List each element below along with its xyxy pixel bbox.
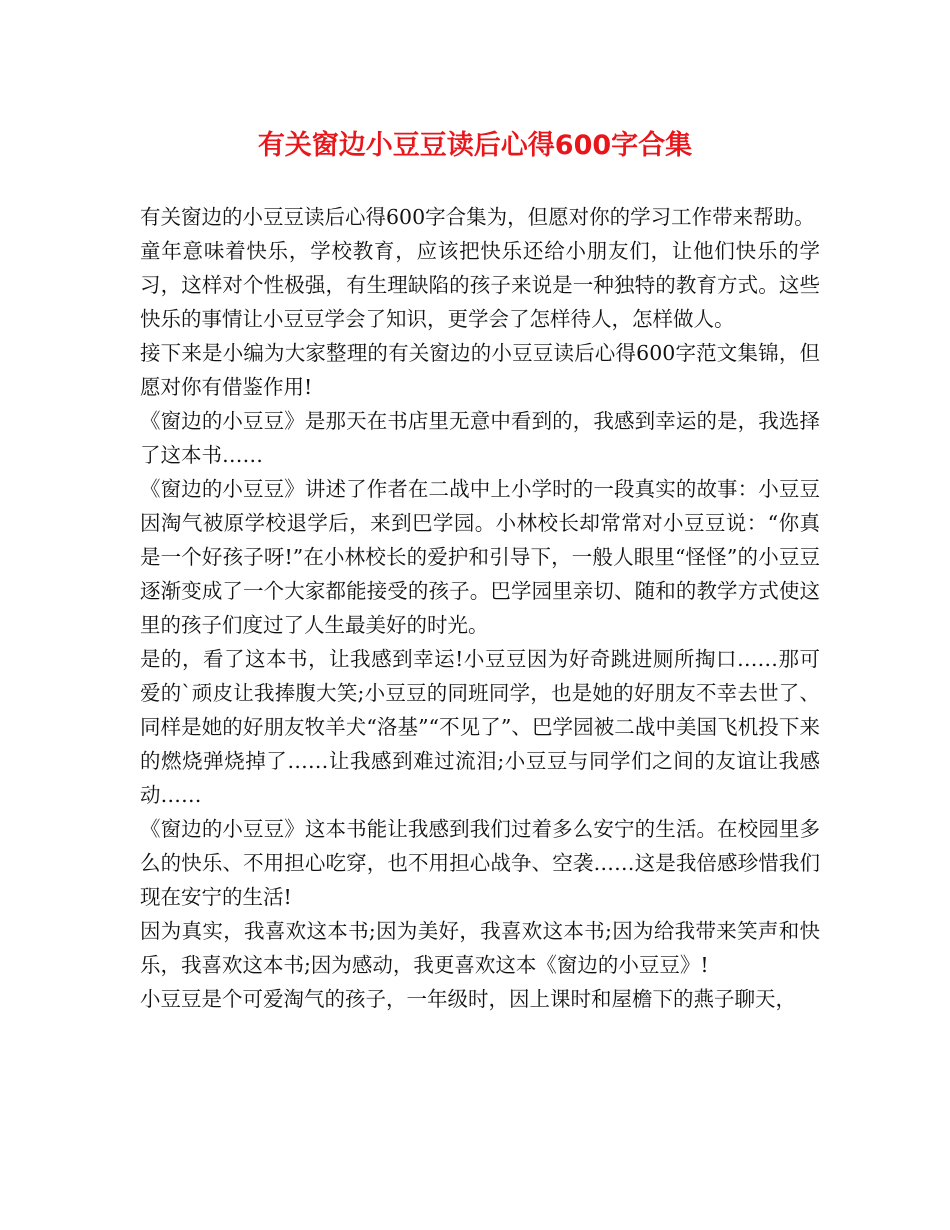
paragraph-intro: 有关窗边的小豆豆读后心得600字合集为，但愿对你的学习工作带来帮助。 [140, 205, 815, 229]
document-body [140, 200, 820, 1016]
paragraph-childhood: 童年意味着快乐，学校教育，应该把快乐还给小朋友们，让他们快乐的学习，这样对个性极强，有生理缺陷的孩子来说是一种独特的教育方式。这些快乐的事情让小豆豆学会了知识，更学会了怎样待人，怎样做人。 [140, 239, 820, 331]
document-title: 有关窗边小豆豆读后心得600字合集 [257, 130, 693, 161]
paragraph-feelings: 是的，看了这本书，让我感到幸运!小豆豆因为好奇跳进厕所掏口……那可爱的`顽皮让我捧腹大笑;小豆豆的同班同学，也是她的好朋友不幸去世了、同样是她的好朋友牧羊犬“洛基”“不见了”、巴学园被二战中美国飞机投下来的燃烧弹烧掉了……让我感到难过流泪;小豆豆与同学们之间的友谊让我感动…… [140, 647, 820, 807]
paragraph-totto-chan: 小豆豆是个可爱淘气的孩子，一年级时，因上课时和屋檐下的燕子聊天， [140, 987, 796, 1011]
paragraph-peaceful-life: 《窗边的小豆豆》这本书能让我感到我们过着多么安宁的生活。在校园里多么的快乐、不用担心吃穿，也不用担心战争、空袭……这是我倍感珍惜我们现在安宁的生活! [140, 817, 820, 909]
paragraph-bookstore: 《窗边的小豆豆》是那天在书店里无意中看到的，我感到幸运的是，我选择了这本书…… [140, 409, 820, 467]
paragraph-editor-note: 接下来是小编为大家整理的有关窗边的小豆豆读后心得600字范文集锦，但愿对你有借鉴作用! [140, 341, 820, 399]
paragraph-reasons: 因为真实，我喜欢这本书;因为美好，我喜欢这本书;因为给我带来笑声和快乐，我喜欢这本书;因为感动，我更喜欢这本《窗边的小豆豆》! [140, 919, 820, 977]
paragraph-story-summary: 《窗边的小豆豆》讲述了作者在二战中上小学时的一段真实的故事：小豆豆因淘气被原学校退学后，来到巴学园。小林校长却常常对小豆豆说：“你真是一个好孩子呀!”在小林校长的爱护和引导下，一般人眼里“怪怪”的小豆豆逐渐变成了一个大家都能接受的孩子。巴学园里亲切、随和的教学方式使这里的孩子们度过了人生最美好的时光。 [140, 477, 820, 637]
